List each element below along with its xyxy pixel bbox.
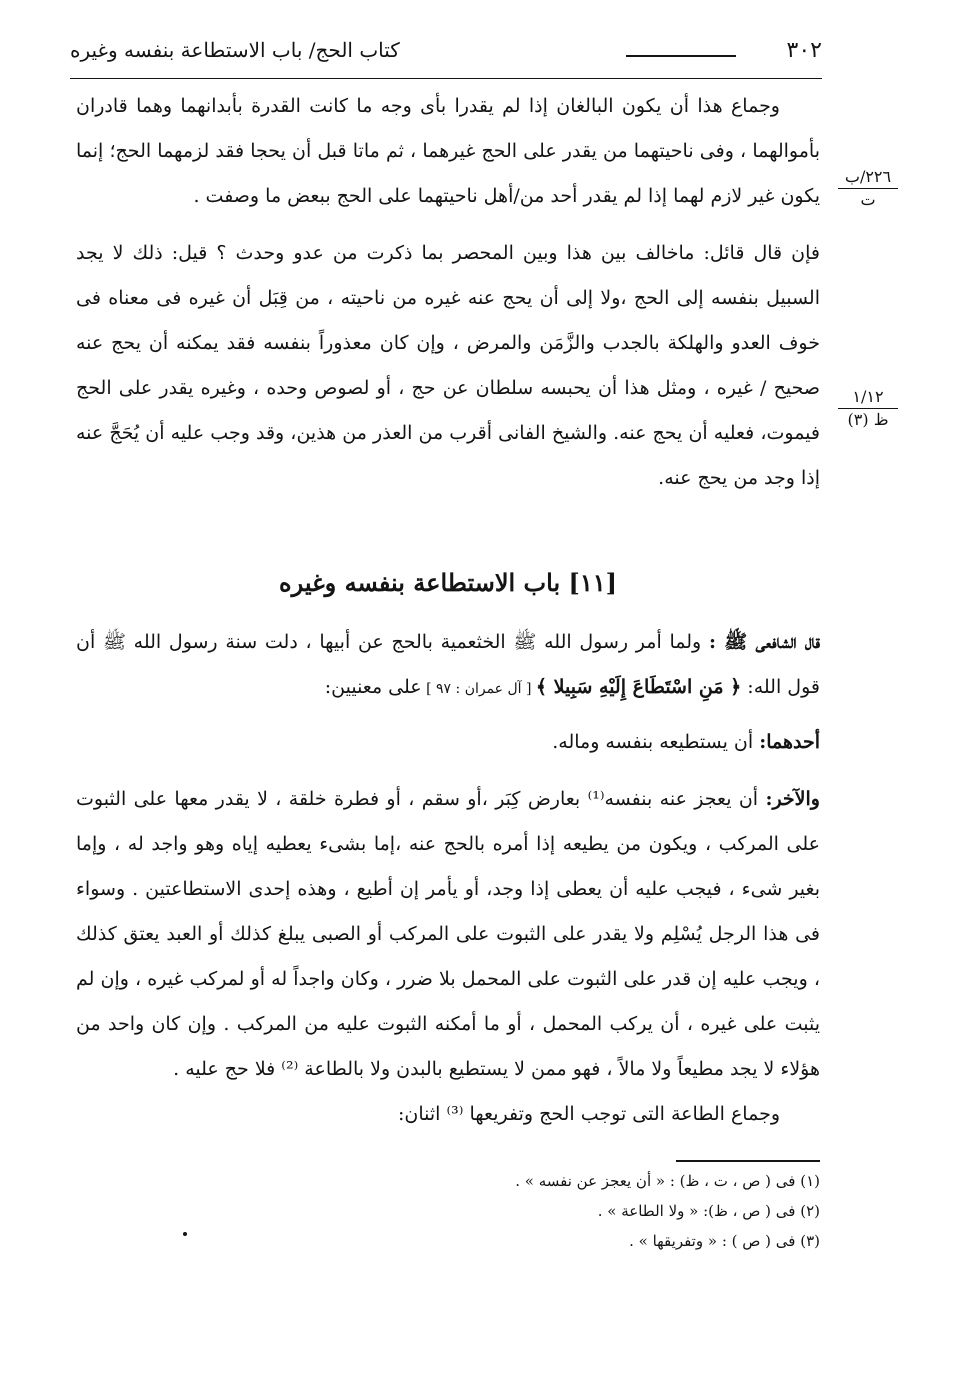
margin-note-folio: ٢٢٦/ب (838, 168, 898, 189)
margin-note-siglum: ظ (٣) (847, 410, 889, 429)
paragraph-objection: فإن قال قائل: ماخالف بين هذا وبين المحصر بما ذكرت من عدو وحدث ؟ قيل: ذلك لا يجد السبيل بنفسه إلى الحج ،ولا إلى أن يحج عنه غيره من ناحيته ، من قِبَل أن غيره فى معناه فى خوف العدو والهلكة بالجدب والزَّمَن والمرض ، وإن كان معذوراً بنفسه فقد يمكنه أن يحج عنه صحيح / غيره ، ومثل هذا أن يحبسه سلطان عن حج ، أو لصوص وحده ، وغيره يقدر على الحج فيموت، فعليه أن يحج عنه. والشيخ الفانى أقرب من العذر من هذين، وقد وجب عليه أن يُحَجَّ عنه إذا وجد من يحج عنه. (76, 242, 820, 489)
quran-quote: ﴿ مَنِ اسْتَطَاعَ إِلَيْهِ سَبِيلا ﴾ (535, 676, 742, 698)
footnotes (400, 1166, 820, 1256)
page-number: ٣٠٢ (786, 38, 822, 63)
paragraph-second-meaning (76, 777, 820, 1092)
paragraph-text: أن يعجز عنه بنفسه⁽¹⁾ بعارض كِبَر ،أو سقم ، أو فطرة خلقة ، لا يقدر معها على الثبوت على المركب ، ويكون من يطيعه إذا أمره بالحج عنه ،إما بشىء يعطيه إياه وهو واجد له ، وإما بغير شىء ، فيجب عليه أن يعطى إذا وجد، أو يأمر إن أطيع ، وهذه إحدى الاستطاعتين . وسواء فى هذا الرجل يُسْلِم ولا يقدر على الثبوت على المركب أو الصبى يبلغ كذلك أو العبد يعتق كذلك ، ويجب عليه إن قدر على الثبوت على المحمل بلا ضرر ، وكان واجداً له أو لمركب غيره ، وإن لم يثبت على غيره ، أن يركب المحمل ، أو ما أمكنه الثبوت عليه من المركب . وإن كان واحد من هؤلاء لا يجد مطيعاً ولا مالاً ، فهو ممن لا يستطيع بالبدن ولا بالطاعة ⁽²⁾ فلا حج عليه . (76, 788, 820, 1080)
chapter-heading: [١١] باب الاستطاعة بنفسه وغيره (279, 568, 617, 597)
footnote: (٣) فى ( ص ) : « وتفريقها » . (629, 1232, 820, 1250)
speaker-lead: قال الشافعى ﷺ : (708, 631, 820, 653)
paragraph-jamaa: وجماع هذا أن يكون البالغان إذا لم يقدرا بأى وجه ما كانت القدرة بأبدانهما وهما قادران بأموالهما ، وفى ناحيتهما من يقدر على الحج غيرهما ، ثم ماتا قبل أن يحجا فقد لزمهما الحج؛ إنما يكون غير لازم لهما إذا لم يقدر أحد من/أهل ناحيتهما على الحج ببعض ما وصفت . (76, 95, 820, 207)
running-title: كتاب الحج/ باب الاستطاعة بنفسه وغيره (70, 38, 400, 62)
running-header (70, 38, 822, 78)
chapter-text (76, 620, 820, 1137)
margin-note-siglum: ت (860, 190, 876, 209)
footnote: (١) فى ( ص ، ت ، ظ) : « أن يعجز عن نفسه » . (515, 1172, 820, 1190)
quran-reference: [ آل عمران : ٩٧ ] (421, 681, 536, 697)
header-divider (70, 78, 822, 79)
meaning-lead: أحدهما: (759, 731, 820, 753)
margin-note-folio: ١/١٢ (838, 388, 898, 409)
scan-speck (183, 1232, 187, 1236)
paragraph-shafii (76, 620, 820, 712)
meaning-lead: والآخر: (765, 788, 820, 810)
paragraph-first-meaning (76, 720, 820, 765)
header-rule (626, 55, 736, 57)
paragraph-closing: وجماع الطاعة التى توجب الحج وتفريعها ⁽³⁾ اثنان: (398, 1103, 780, 1125)
footnote: (٢) فى ( ص ، ظ): « ولا الطاعة » . (597, 1202, 820, 1220)
footnote-divider (676, 1160, 820, 1162)
paragraph-text: أن يستطيعه بنفسه وماله. (552, 731, 760, 753)
margin-note-manuscript-z (838, 388, 898, 429)
paragraph-text: على معنيين: (324, 676, 422, 698)
opening-text (76, 84, 820, 501)
margin-note-manuscript-t (838, 168, 898, 209)
paragraph-text: ولما أمر رسول الله ﷺ الخثعمية بالحج عن أبيها ، دلت سنة رسول الله ﷺ أن قول الله: (76, 631, 820, 698)
